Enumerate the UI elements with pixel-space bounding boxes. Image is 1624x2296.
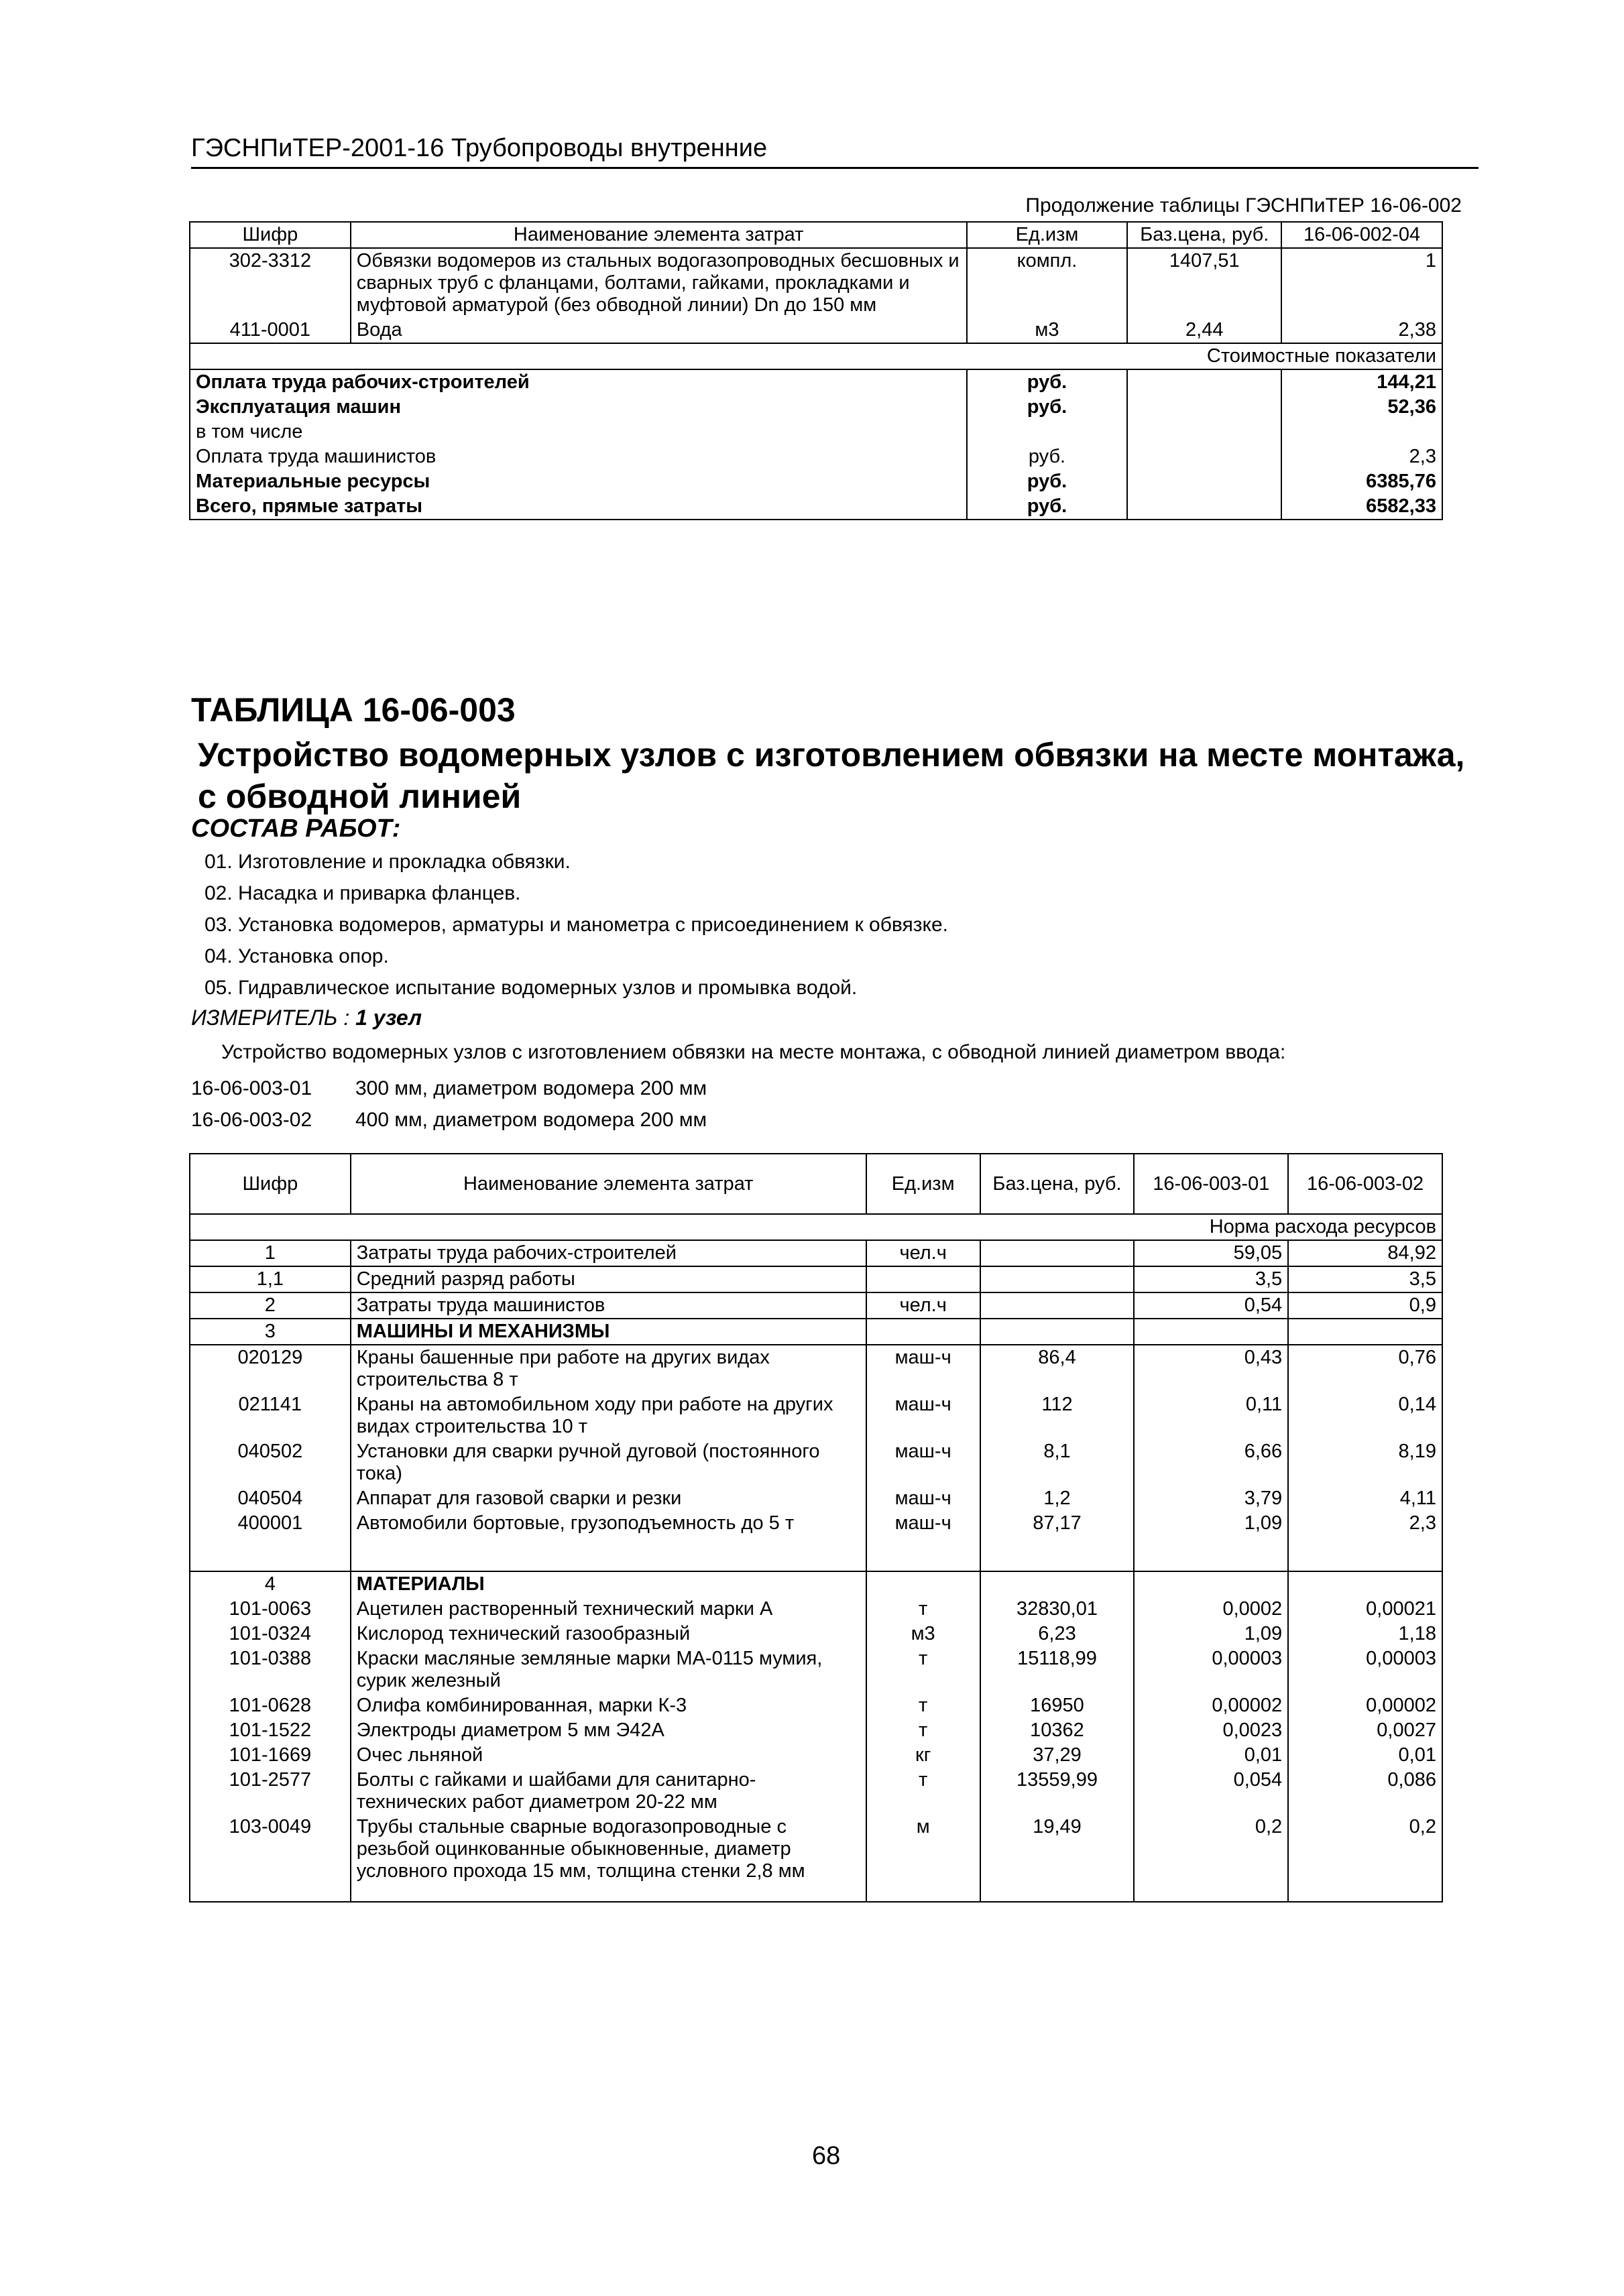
cell-code: 2 (190, 1292, 351, 1319)
table-title: ТАБЛИЦА 16-06-003 (191, 691, 516, 729)
table-row (190, 1646, 1442, 1693)
cell-name: Установки для сварки ручной дуговой (постоянного тока) (351, 1439, 866, 1486)
cost-price (1127, 369, 1281, 395)
cell-name: Краски масляные земляные марки МА-0115 мумия, сурик железный (351, 1646, 866, 1693)
cell-code: 040504 (190, 1486, 351, 1511)
works-list (205, 846, 948, 1004)
cell-unit: чел.ч (866, 1292, 980, 1319)
work-item: 05. Гидравлическое испытание водомерных узлов и промывка водой. (205, 977, 858, 999)
table-row (190, 1486, 1442, 1511)
table-description: Устройство водомерных узлов с изготовлением обвязки на месте монтажа, с обводной линией диаметром ввода: (221, 1041, 1286, 1063)
work-item: 01. Изготовление и прокладка обвязки. (205, 851, 571, 873)
cell-variant-1: 0,54 (1134, 1292, 1288, 1319)
cell-variant-1: 0,01 (1134, 1743, 1288, 1768)
cost-row (190, 469, 1442, 494)
table-row (190, 318, 1442, 343)
cell-variant-1 (1134, 1571, 1288, 1597)
cell-variant-2: 3,5 (1288, 1266, 1442, 1292)
cost-value: 2,3 (1281, 444, 1442, 469)
cell-unit: т (866, 1718, 980, 1743)
cell-variant-1: 3,5 (1134, 1266, 1288, 1292)
cell-name: МАШИНЫ И МЕХАНИЗМЫ (351, 1319, 866, 1345)
cell-price (980, 1571, 1135, 1597)
cost-name: Всего, прямые затраты (190, 494, 967, 520)
col-header-name: Наименование элемента затрат (351, 222, 967, 248)
section-row (190, 343, 1442, 369)
meter-label: ИЗМЕРИТЕЛЬ : (191, 1006, 350, 1030)
table-row (190, 1622, 1442, 1646)
col-header-unit: Ед.изм (967, 222, 1128, 248)
cell-name: Вода (351, 318, 967, 343)
cost-price (1127, 469, 1281, 494)
variant-item (191, 1073, 707, 1104)
cell-price (980, 1319, 1135, 1345)
table-row (190, 1511, 1442, 1571)
table-header-row (190, 1154, 1442, 1214)
cell-unit: т (866, 1597, 980, 1622)
cell-unit: т (866, 1693, 980, 1718)
cell-unit: кг (866, 1743, 980, 1768)
cell-variant-1: 0,0002 (1134, 1597, 1288, 1622)
cell-variant-1: 0,0023 (1134, 1718, 1288, 1743)
cell-name: Электроды диаметром 5 мм Э42А (351, 1718, 866, 1743)
cell-price: 1,2 (980, 1486, 1135, 1511)
meter-line (191, 1006, 422, 1030)
cell-unit (866, 1266, 980, 1292)
cost-row (190, 494, 1442, 520)
cost-unit: руб. (967, 395, 1128, 420)
cell-variant-1: 0,43 (1134, 1345, 1288, 1392)
cell-variant-1: 59,05 (1134, 1240, 1288, 1266)
table-16-06-002-continuation (189, 221, 1443, 520)
table-row (190, 1266, 1442, 1292)
cell-variant-2: 0,00003 (1288, 1646, 1442, 1693)
cell-name: Средний разряд работы (351, 1266, 866, 1292)
cell-variant-2: 0,9 (1288, 1292, 1442, 1319)
cell-variant-2 (1288, 1319, 1442, 1345)
cell-variant-1: 1,09 (1134, 1511, 1288, 1571)
cell-code: 101-2577 (190, 1768, 351, 1815)
cell-variant-2: 1,18 (1288, 1622, 1442, 1646)
cell-variant-1: 0,2 (1134, 1815, 1288, 1902)
table-row (190, 1768, 1442, 1815)
cell-name: Затраты труда рабочих-строителей (351, 1240, 866, 1266)
cell-variant-2 (1288, 1571, 1442, 1597)
col-header-unit: Ед.изм (866, 1154, 980, 1214)
cell-price: 13559,99 (980, 1768, 1135, 1815)
cell-unit: компл. (967, 248, 1128, 318)
cell-variant-2: 84,92 (1288, 1240, 1442, 1266)
variant-text: 300 мм, диаметром водомера 200 мм (355, 1077, 707, 1099)
cell-code: 021141 (190, 1392, 351, 1439)
table-row (190, 248, 1442, 318)
cost-price (1127, 420, 1281, 444)
cell-unit: м (866, 1815, 980, 1902)
cell-price: 10362 (980, 1718, 1135, 1743)
table-row (190, 1597, 1442, 1622)
document-header: ГЭСНПиТЕР-2001-16 Трубопроводы внутренние (191, 134, 1478, 169)
cell-code: 302-3312 (190, 248, 351, 318)
cell-variant-2: 2,3 (1288, 1511, 1442, 1571)
cell-code: 040502 (190, 1439, 351, 1486)
cell-unit: м3 (967, 318, 1128, 343)
variant-code: 16-06-003-01 (191, 1077, 312, 1099)
meter-value: 1 узел (355, 1006, 422, 1030)
cell-code: 4 (190, 1571, 351, 1597)
variant-item (191, 1104, 707, 1136)
cost-name: в том числе (190, 420, 967, 444)
col-header-value: 16-06-002-04 (1281, 222, 1442, 248)
cost-row (190, 369, 1442, 395)
cell-variant-2: 0,2 (1288, 1815, 1442, 1902)
cell-price: 16950 (980, 1693, 1135, 1718)
table-row (190, 1693, 1442, 1718)
cell-variant-2: 0,00021 (1288, 1597, 1442, 1622)
cell-price: 19,49 (980, 1815, 1135, 1902)
cell-name: Краны на автомобильном ходу при работе на других видах строительства 10 т (351, 1392, 866, 1439)
col-header-code: Шифр (190, 1154, 351, 1214)
table-row (190, 1439, 1442, 1486)
cell-variant-2: 4,11 (1288, 1486, 1442, 1511)
section-label: Стоимостные показатели (190, 343, 1442, 369)
table-row (190, 1743, 1442, 1768)
cell-variant-2: 0,086 (1288, 1768, 1442, 1815)
cell-name: Затраты труда машинистов (351, 1292, 866, 1319)
cell-variant-2: 0,00002 (1288, 1693, 1442, 1718)
cell-code: 1,1 (190, 1266, 351, 1292)
cell-unit: т (866, 1646, 980, 1693)
variants-list (191, 1073, 707, 1136)
table-header-row (190, 222, 1442, 248)
cell-name: МАТЕРИАЛЫ (351, 1571, 866, 1597)
cost-value: 144,21 (1281, 369, 1442, 395)
cost-value: 52,36 (1281, 395, 1442, 420)
cell-price: 6,23 (980, 1622, 1135, 1646)
cost-name: Оплата труда машинистов (190, 444, 967, 469)
cell-unit: маш-ч (866, 1392, 980, 1439)
col-header-price: Баз.цена, руб. (980, 1154, 1135, 1214)
cell-code: 020129 (190, 1345, 351, 1392)
cost-value (1281, 420, 1442, 444)
cell-code: 101-0324 (190, 1622, 351, 1646)
cost-price (1127, 395, 1281, 420)
cell-code: 101-1669 (190, 1743, 351, 1768)
cell-variant-1: 1,09 (1134, 1622, 1288, 1646)
work-item: 04. Установка опор. (205, 945, 389, 967)
table-row (190, 1319, 1442, 1345)
cost-value: 6385,76 (1281, 469, 1442, 494)
cell-price: 2,44 (1127, 318, 1281, 343)
table-row (190, 1240, 1442, 1266)
cell-variant-1: 6,66 (1134, 1439, 1288, 1486)
cell-variant-1: 0,054 (1134, 1768, 1288, 1815)
cell-variant-1: 0,00003 (1134, 1646, 1288, 1693)
cell-code: 101-0388 (190, 1646, 351, 1693)
cell-price: 86,4 (980, 1345, 1135, 1392)
cell-price: 15118,99 (980, 1646, 1135, 1693)
cost-row (190, 395, 1442, 420)
table-16-06-003 (189, 1153, 1443, 1902)
variant-code: 16-06-003-02 (191, 1109, 312, 1131)
cell-value: 2,38 (1281, 318, 1442, 343)
table-row (190, 1392, 1442, 1439)
cell-code: 3 (190, 1319, 351, 1345)
cell-name: Аппарат для газовой сварки и резки (351, 1486, 866, 1511)
cell-name: Трубы стальные сварные водогазопроводные с резьбой оцинкованные обыкновенные, диаметр условного прохода 15 мм, толщина стенки 2,8 мм (351, 1815, 866, 1902)
cell-price: 112 (980, 1392, 1135, 1439)
col-header-variant-2: 16-06-003-02 (1288, 1154, 1442, 1214)
cost-unit: руб. (967, 494, 1128, 520)
table-row (190, 1345, 1442, 1392)
cell-code: 1 (190, 1240, 351, 1266)
cost-unit: руб. (967, 469, 1128, 494)
cost-unit: руб. (967, 369, 1128, 395)
table-row (190, 1718, 1442, 1743)
cell-variant-2: 8,19 (1288, 1439, 1442, 1486)
col-header-price: Баз.цена, руб. (1127, 222, 1281, 248)
cell-price: 1407,51 (1127, 248, 1281, 318)
cell-code: 400001 (190, 1511, 351, 1571)
cost-name: Оплата труда рабочих-строителей (190, 369, 967, 395)
cell-unit (866, 1319, 980, 1345)
cell-variant-2: 0,76 (1288, 1345, 1442, 1392)
cell-price: 8,1 (980, 1439, 1135, 1486)
cell-variant-1 (1134, 1319, 1288, 1345)
cell-code: 101-0628 (190, 1693, 351, 1718)
cell-unit: маш-ч (866, 1486, 980, 1511)
cell-variant-2: 0,14 (1288, 1392, 1442, 1439)
cell-variant-2: 0,01 (1288, 1743, 1442, 1768)
norm-row (190, 1214, 1442, 1240)
col-header-name: Наименование элемента затрат (351, 1154, 866, 1214)
cell-name: Очес льняной (351, 1743, 866, 1768)
table-row (190, 1815, 1442, 1902)
cost-price (1127, 494, 1281, 520)
cell-code: 411-0001 (190, 318, 351, 343)
cost-value: 6582,33 (1281, 494, 1442, 520)
cell-variant-1: 0,11 (1134, 1392, 1288, 1439)
cell-price: 32830,01 (980, 1597, 1135, 1622)
cell-name: Ацетилен растворенный технический марки А (351, 1597, 866, 1622)
cell-variant-1: 3,79 (1134, 1486, 1288, 1511)
cell-variant-1: 0,00002 (1134, 1693, 1288, 1718)
cost-unit: руб. (967, 444, 1128, 469)
page-number: 68 (812, 2142, 841, 2170)
cell-name: Кислород технический газообразный (351, 1622, 866, 1646)
cell-unit: м3 (866, 1622, 980, 1646)
cell-name: Краны башенные при работе на других видах строительства 8 т (351, 1345, 866, 1392)
cell-code: 101-0063 (190, 1597, 351, 1622)
cost-row (190, 420, 1442, 444)
cell-unit: т (866, 1768, 980, 1815)
cell-unit: чел.ч (866, 1240, 980, 1266)
cost-name: Материальные ресурсы (190, 469, 967, 494)
cell-unit (866, 1571, 980, 1597)
table-row (190, 1292, 1442, 1319)
cell-name: Автомобили бортовые, грузоподъемность до 5 т (351, 1511, 866, 1571)
cell-code: 103-0049 (190, 1815, 351, 1902)
cell-variant-2: 0,0027 (1288, 1718, 1442, 1743)
col-header-variant-1: 16-06-003-01 (1134, 1154, 1288, 1214)
cell-code: 101-1522 (190, 1718, 351, 1743)
cell-value: 1 (1281, 248, 1442, 318)
cell-price: 87,17 (980, 1511, 1135, 1571)
work-item: 03. Установка водомеров, арматуры и манометра с присоединением к обвязке. (205, 914, 948, 936)
work-item: 02. Насадка и приварка фланцев. (205, 882, 521, 904)
cost-name: Эксплуатация машин (190, 395, 967, 420)
cell-price (980, 1266, 1135, 1292)
norm-label: Норма расхода ресурсов (190, 1214, 1442, 1240)
col-header-code: Шифр (190, 222, 351, 248)
cell-price (980, 1240, 1135, 1266)
cost-price (1127, 444, 1281, 469)
works-heading: СОСТАВ РАБОТ: (191, 814, 401, 843)
cell-price (980, 1292, 1135, 1319)
table-row (190, 1571, 1442, 1597)
cell-unit: маш-ч (866, 1439, 980, 1486)
cell-price: 37,29 (980, 1743, 1135, 1768)
cell-name: Обвязки водомеров из стальных водогазопроводных бесшовных и сварных труб с фланцами, болтами, гайками, прокладками и муфтовой арматурой (без обводной линии) Dn до 150 мм (351, 248, 967, 318)
cost-unit (967, 420, 1128, 444)
cost-row (190, 444, 1442, 469)
cell-name: Олифа комбинированная, марки К-3 (351, 1693, 866, 1718)
cell-unit: маш-ч (866, 1345, 980, 1392)
cell-name: Болты с гайками и шайбами для санитарно-технических работ диаметром 20-22 мм (351, 1768, 866, 1815)
variant-text: 400 мм, диаметром водомера 200 мм (355, 1109, 707, 1131)
cell-unit: маш-ч (866, 1511, 980, 1571)
continuation-note: Продолжение таблицы ГЭСНПиТЕР 16-06-002 (1025, 194, 1462, 217)
table-subtitle: Устройство водомерных узлов с изготовлением обвязки на месте монтажа, с обводной линией (198, 736, 1465, 815)
